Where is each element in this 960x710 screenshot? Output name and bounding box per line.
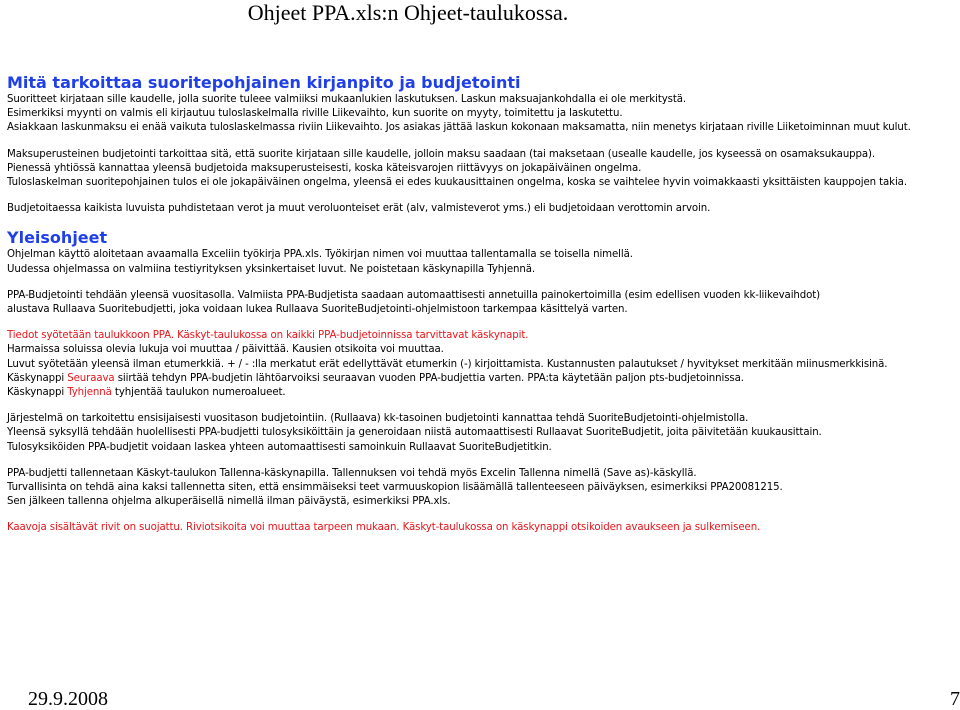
- text-line: Tuloslaskelman suoritepohjainen tulos ei ole jokapäiväinen ongelma, yleensä ei edes kuukausittainen ongelma, koska se vaihtelee hyvin voimakkaasti yksittäisten kauppojen takia.: [7, 177, 907, 189]
- paragraph: [7, 93, 957, 136]
- text-run: Käskynappi: [7, 387, 68, 399]
- text-line: Järjestelmä on tarkoitettu ensisijaisesti vuositason budjetointiin. (Rullaava) kk-tasoinen budjetointi kannattaa tehdä SuoriteBudjetointi-ohjelmistolla.: [7, 413, 749, 425]
- text-run: siirtää tehdyn PPA-budjetin lähtöarvoiksi seuraavan vuoden PPA-budjettia varten. PPA:ta käytetään paljon pts-budjetoinnissa.: [114, 372, 744, 384]
- text-line: alustava Rullaava Suoritebudjetti, joka voidaan lukea Rullaava SuoriteBudjetointi-ohjelmistoon tarkempaa käsittelyä varten.: [7, 304, 628, 316]
- text-line: Ohjelman käyttö aloitetaan avaamalla Exceliin työkirja PPA.xls. Työkirjan nimen voi muuttaa tallentamalla se toisella nimellä.: [7, 249, 633, 261]
- paragraph: [7, 289, 957, 317]
- text-line: Maksuperusteinen budjetointi tarkoittaa sitä, että suorite kirjataan sille kaudelle, jolloin maksu saadaan (tai maksetaan (usealle kaudelle, jos kyseessä on osamaksukauppa).: [7, 148, 876, 160]
- text-line: [7, 372, 957, 386]
- paragraph: [7, 248, 957, 276]
- text-line-highlight: Kaavoja sisältävät rivit on suojattu. Riviotsikoita voi muuttaa tarpeen mukaan. Käskyt-taulukossa on käskynappi otsikoiden avaukseen ja sulkemiseen.: [7, 522, 761, 534]
- slide-title: Ohjeet PPA.xls:n Ohjeet-taulukossa.: [247, 0, 569, 25]
- highlight-seuraava: Seuraava: [67, 372, 115, 384]
- text-line-highlight: Tiedot syötetään taulukkoon PPA. Käskyt-taulukossa on kaikki PPA-budjetoinnissa tarvittavat käskynapit.: [7, 330, 529, 342]
- text-line: Budjetoitaessa kaikista luvuista puhdistetaan verot ja muut veroluonteiset erät (alv, valmisteverot yms.) eli budjetoidaan verottomin arvoin.: [7, 203, 711, 215]
- text-line: Sen jälkeen tallenna ohjelma alkuperäisellä nimellä ilman päiväystä, esimerkiksi PPA.xls.: [7, 496, 451, 508]
- footer-date: 29.9.2008: [28, 688, 108, 710]
- text-line: Tulosyksiköiden PPA-budjetit voidaan laskea yhteen automaattisesti samoinkuin Rullaavat SuoriteBudjetitkin.: [7, 441, 552, 453]
- document-body: [7, 73, 957, 536]
- paragraph: [7, 521, 957, 535]
- text-line: PPA-Budjetointi tehdään yleensä vuositasolla. Valmiista PPA-Budjetista saadaan automaattisesti annetuilla painokertoimilla (esim edellisen vuoden kk-liikevaihdot): [7, 289, 821, 301]
- paragraph: [7, 148, 957, 191]
- paragraph: [7, 412, 957, 455]
- text-line: PPA-budjetti tallennetaan Käskyt-taulukon Tallenna-käskynapilla. Tallennuksen voi tehdä myös Excelin Tallenna nimellä (Save as)-käskyllä.: [7, 467, 697, 479]
- text-line: Luvut syötetään yleensä ilman etumerkkiä. + / - :lla merkatut erät edellyttävät etumerkin (-) kirjoittamista. Kustannusten palautukset / hyvitykset merkitään miinusmerkkisinä.: [7, 358, 888, 370]
- text-line: Asiakkaan laskunmaksu ei enää vaikuta tuloslaskelmassa riviin Liikevaihto. Jos asiakas jättää laskun kokonaan maksamatta, niin menetys kirjataan riville Liiketoiminnan muut kulut.: [7, 122, 911, 134]
- text-line: Uudessa ohjelmassa on valmiina testiyrityksen yksinkertaiset luvut. Ne poistetaan käskynapilla Tyhjennä.: [7, 263, 536, 275]
- text-run: tyhjentää taulukon numeroalueet.: [111, 387, 286, 399]
- text-run: Käskynappi: [7, 372, 68, 384]
- paragraph: [7, 202, 957, 216]
- highlight-tyhjenna: Tyhjennä: [67, 387, 112, 399]
- page-number: 7: [950, 688, 960, 710]
- text-line: Suoritteet kirjataan sille kaudelle, jolla suorite tuleee valmiiksi mukaanlukien laskutuksen. Laskun maksuajankohdalla ei ole merkitystä.: [7, 94, 687, 105]
- text-line: Esimerkiksi myynti on valmis eli kirjautuu tuloslaskelmalla riville Liikevaihto, kun suorite on myyty, toimitettu ja laskutettu.: [7, 108, 623, 120]
- text-line: Yleensä syksyllä tehdään huolellisesti PPA-budjetti tulosyksiköittäin ja generoidaan niistä automaattisesti Rullaavat SuoriteBudjetit, joita päivitetään kuukausittain.: [7, 427, 822, 439]
- text-line: [7, 386, 957, 400]
- text-line: Pienessä yhtiössä kannattaa yleensä budjetoida maksuperusteisesti, koska käteisvarojen riittävyys on jokapäiväinen ongelma.: [7, 162, 642, 174]
- paragraph: [7, 467, 957, 510]
- text-line: Turvallisinta on tehdä aina kaksi tallennetta siten, että ensimmäiseksi teet varmuuskopion lisäämällä tallenteeseen päiväyksen, esimerkiksi PPA20081215.: [7, 482, 783, 494]
- section-heading-suoritepohjainen: Mitä tarkoittaa suoritepohjainen kirjanpito ja budjetointi: [7, 73, 521, 92]
- paragraph: [7, 329, 957, 400]
- text-line: Harmaissa soluissa olevia lukuja voi muuttaa / päivittää. Kausien otsikoita voi muuttaa.: [7, 344, 444, 356]
- section-heading-yleisohjeet: Yleisohjeet: [7, 228, 108, 248]
